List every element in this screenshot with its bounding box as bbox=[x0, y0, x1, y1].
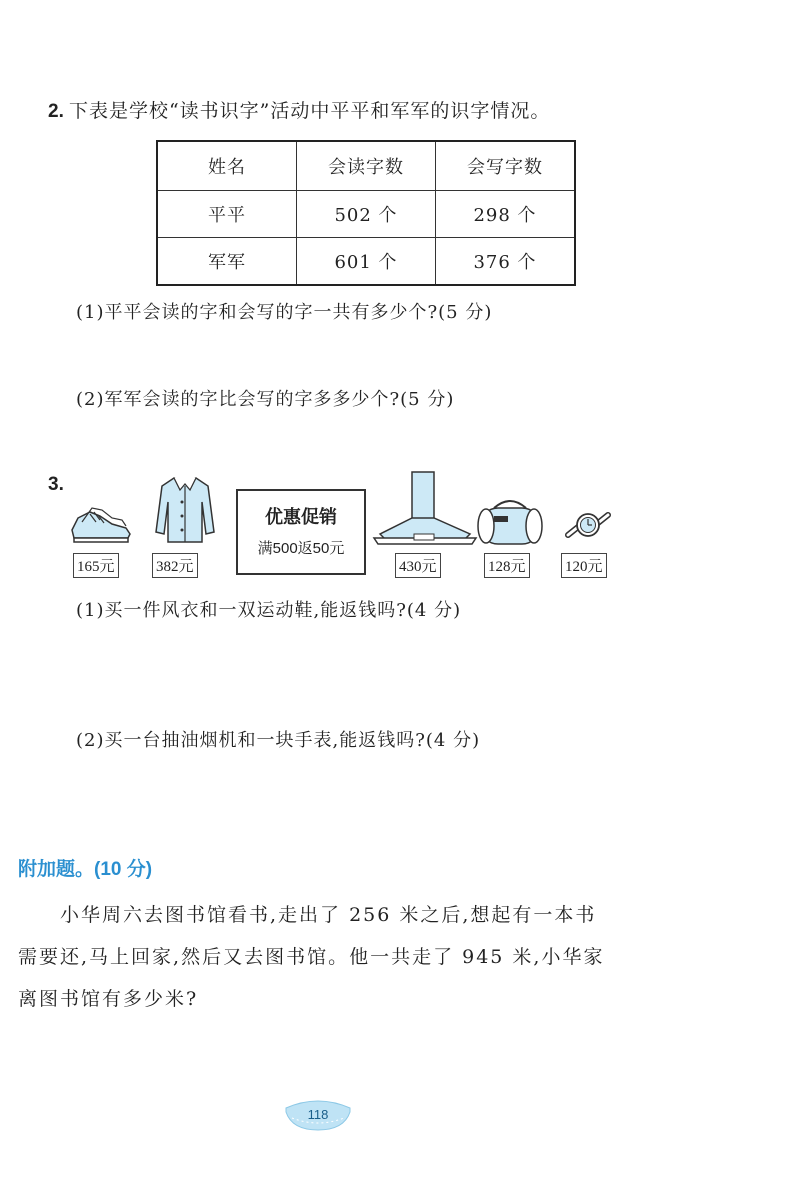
question-2-intro: 下表是学校“读书识字”活动中平平和军军的识字情况。 bbox=[68, 100, 551, 122]
table-cell: 502 个 bbox=[297, 191, 436, 238]
promo-box bbox=[236, 489, 366, 575]
promo-title: 优惠促销 bbox=[265, 507, 337, 527]
table-cell: 601 个 bbox=[297, 238, 436, 286]
question-2-number: 2. bbox=[48, 101, 64, 122]
table-cell: 平平 bbox=[157, 191, 297, 238]
page-number: 118 bbox=[307, 1107, 329, 1122]
table-cell: 298 个 bbox=[436, 191, 576, 238]
watch-price-tag: 120元 bbox=[561, 553, 607, 578]
table-header-name: 姓名 bbox=[157, 141, 297, 191]
question-3-number: 3. bbox=[48, 474, 64, 495]
table-header-row bbox=[157, 141, 575, 191]
table-header-write: 会写字数 bbox=[436, 141, 576, 191]
table-cell: 376 个 bbox=[436, 238, 576, 286]
table-header-read: 会读字数 bbox=[297, 141, 436, 191]
range-hood-icon bbox=[372, 470, 478, 550]
page-number-badge bbox=[284, 1098, 352, 1132]
table-row bbox=[157, 191, 575, 238]
shoes-price-tag: 165元 bbox=[73, 553, 119, 578]
table-cell: 军军 bbox=[157, 238, 297, 286]
question-3-sub-1: (1)买一件风衣和一双运动鞋,能返钱吗?(4 分) bbox=[76, 600, 462, 621]
bonus-title: 附加题。(10 分) bbox=[18, 859, 153, 880]
sports-bag-icon bbox=[474, 494, 546, 550]
question-2-sub-2: (2)军军会读的字比会写的字多多少个?(5 分) bbox=[76, 389, 455, 410]
question-2-sub-1: (1)平平会读的字和会写的字一共有多少个?(5 分) bbox=[76, 302, 493, 323]
bag-price-tag: 128元 bbox=[484, 553, 530, 578]
hood-price-tag: 430元 bbox=[395, 553, 441, 578]
reading-table bbox=[156, 140, 576, 286]
jacket-price-tag: 382元 bbox=[152, 553, 198, 578]
table-row bbox=[157, 238, 575, 286]
question-3-sub-2: (2)买一台抽油烟机和一块手表,能返钱吗?(4 分) bbox=[76, 730, 481, 751]
jacket-icon bbox=[154, 472, 216, 546]
bonus-line-1: 小华周六去图书馆看书,走出了 256 米之后,想起有一本书 bbox=[60, 904, 597, 926]
sneakers-icon bbox=[68, 500, 134, 546]
watch-icon bbox=[564, 505, 612, 545]
promo-detail: 满500返50元 bbox=[257, 540, 345, 557]
bonus-line-2: 需要还,马上回家,然后又去图书馆。他一共走了 945 米,小华家 bbox=[18, 946, 605, 968]
question-2 bbox=[48, 96, 550, 123]
bonus-line-3: 离图书馆有多少米? bbox=[18, 988, 199, 1010]
